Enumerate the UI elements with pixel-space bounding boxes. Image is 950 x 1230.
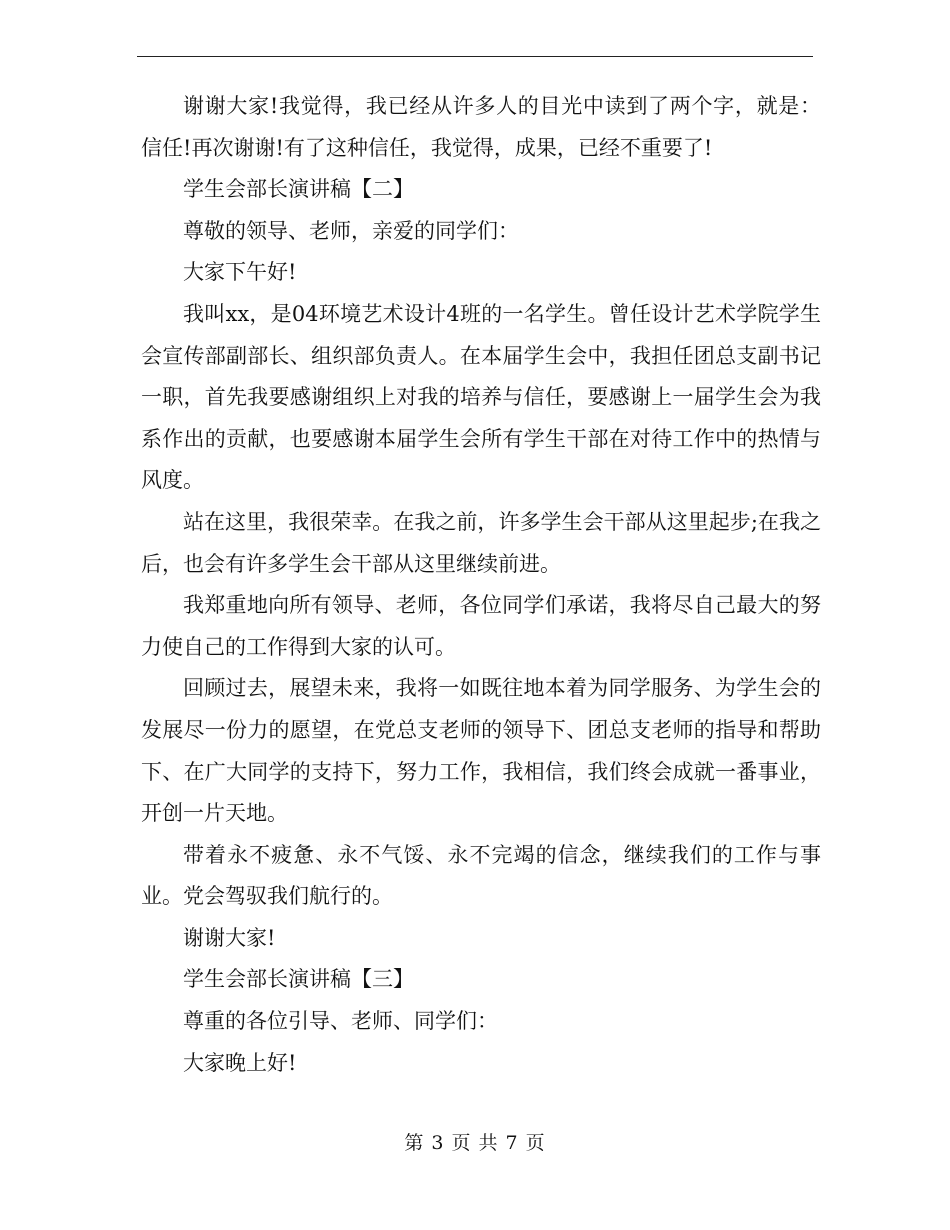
greeting: 大家下午好!	[183, 260, 297, 285]
header-rule	[137, 56, 813, 57]
paragraph: 回顾过去，展望未来，我将一如既往地本着为同学服务、为学生会的发展尽一份力的愿望，在党总支老师的领导下、团总支老师的指导和帮助下、在广大同学的支持下，努力工作，我相信，我们终会成就一番事业，开创一片天地。	[141, 676, 821, 826]
closing: 谢谢大家!	[183, 925, 276, 950]
paragraph: 我叫xx，是04环境艺术设计4班的一名学生。曾任设计艺术学院学生会宣传部副部长、组织部负责人。在本届学生会中，我担任团总支副书记一职，首先我要感谢组织上对我的培养与信任，要感谢上一届学生会为我系作出的贡献，也要感谢本届学生会所有学生干部在对待工作中的热情与风度。	[141, 301, 821, 493]
greeting: 大家晚上好!	[183, 1050, 297, 1075]
section-heading: 学生会部长演讲稿【三】	[183, 967, 414, 992]
salutation: 尊敬的领导、老师，亲爱的同学们：	[183, 218, 519, 243]
salutation: 尊重的各位引导、老师、同学们：	[183, 1009, 498, 1034]
paragraph: 带着永不疲惫、永不气馁、永不完竭的信念，继续我们的工作与事业。党会驾驭我们航行的。	[141, 842, 821, 909]
document-body	[141, 86, 821, 1084]
paragraph: 谢谢大家!我觉得，我已经从许多人的目光中读到了两个字，就是：信任!再次谢谢!有了这种信任，我觉得，成果，已经不重要了!	[141, 94, 821, 160]
section-heading: 学生会部长演讲稿【二】	[183, 177, 414, 202]
paragraph: 我郑重地向所有领导、老师，各位同学们承诺，我将尽自己最大的努力使自己的工作得到大家的认可。	[141, 593, 821, 659]
page-number-footer: 第 3 页 共 7 页	[404, 1132, 546, 1154]
paragraph: 站在这里，我很荣幸。在我之前，许多学生会干部从这里起步;在我之后，也会有许多学生会干部从这里继续前进。	[141, 509, 821, 576]
